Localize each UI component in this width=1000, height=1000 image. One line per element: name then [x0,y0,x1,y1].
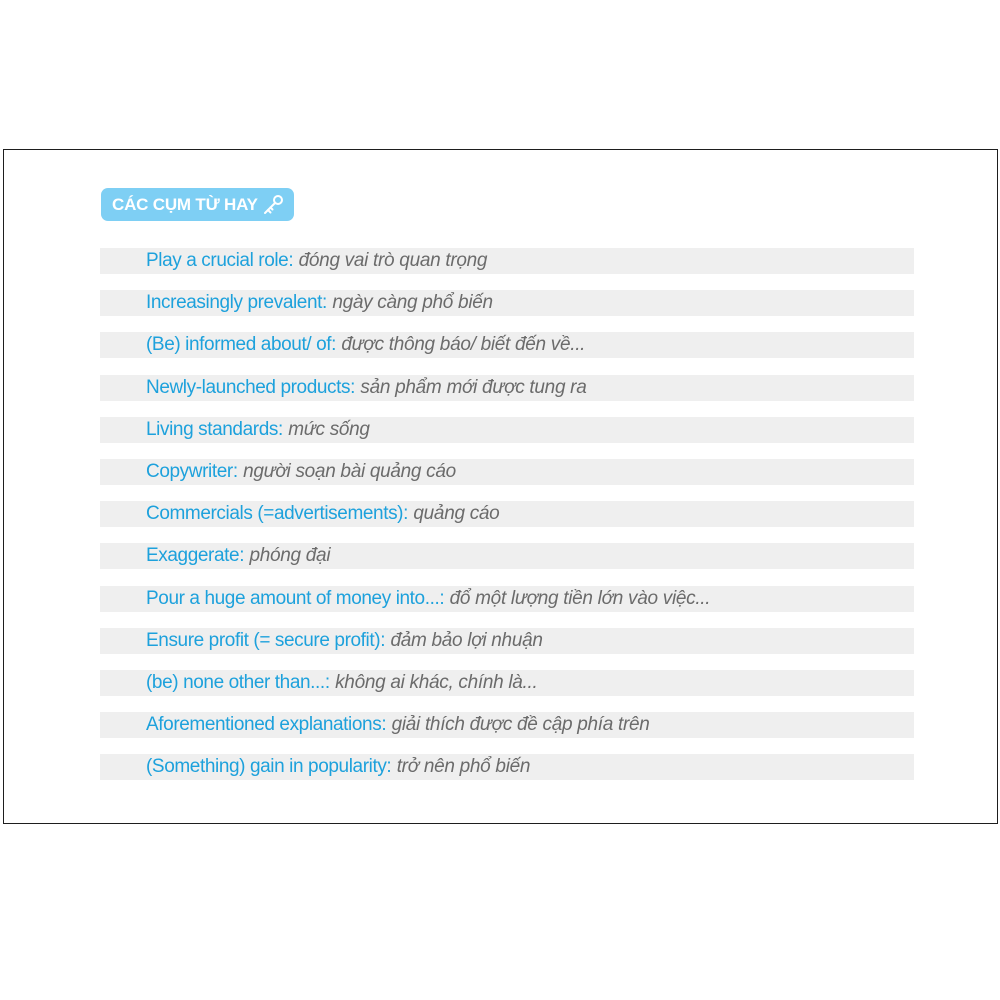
phrase-row [100,332,914,358]
phrase-row [100,712,914,738]
phrase-meaning: được thông báo/ biết đến về... [341,334,586,356]
phrase-term: Play a crucial role [146,250,289,271]
section-title-badge [101,188,294,221]
phrase-separator: : [439,587,445,609]
phrase-separator: : [331,334,337,356]
key-icon [262,194,284,216]
phrase-meaning: không ai khác, chính là... [335,671,538,693]
phrase-row [100,670,914,696]
phrase-separator: : [350,376,356,398]
phrase-term: Commercials (=advertisements) [146,503,404,525]
phrase-term: Aforementioned explanations [146,714,382,736]
phrase-term: Increasingly prevalent [146,292,323,314]
phrase-term: Ensure profit (= secure profit) [146,629,381,651]
phrase-meaning: người soạn bài quảng cáo [243,460,456,482]
phrase-meaning: phóng đại [249,545,331,567]
phrase-term: Living standards [146,418,278,440]
phrase-row [100,501,914,527]
content-frame [3,149,998,824]
phrase-meaning: giải thích được đề cập phía trên [391,714,650,736]
phrase-term: Exaggerate [146,545,240,567]
phrase-meaning: ngày càng phổ biến [332,292,493,314]
phrase-term: (Be) informed about/ of [146,334,332,356]
phrase-row [100,290,914,316]
phrase-separator: : [277,418,284,440]
phrase-separator: : [380,629,386,651]
phrase-separator: : [324,671,331,693]
phrase-meaning: trở nên phổ biến [396,756,531,778]
phrase-row [100,543,914,569]
phrase-meaning: đảm bảo lợi nhuận [390,629,543,651]
section-title: CÁC CỤM TỪ HAY [112,194,258,214]
phrase-term: Pour a huge amount of money into... [146,587,440,609]
phrase-separator: : [381,714,387,736]
phrase-meaning: đổ một lượng tiền lớn vào việc... [449,587,711,609]
phrase-term: (Something) gain in popularity [146,756,387,778]
phrase-row [100,586,914,612]
phrase-term: Newly-launched products [146,376,351,398]
phrase-separator: : [288,250,294,271]
phrase-meaning: đóng vai trò quan trọng [298,250,488,271]
phrase-separator: : [322,292,328,314]
phrase-row [100,628,914,654]
phrase-meaning: sản phẩm mới được tung ra [360,376,587,398]
phrase-row [100,248,914,274]
phrase-row [100,754,914,780]
phrase-list [100,248,914,796]
phrase-term: Copywriter [146,460,233,482]
phrase-row [100,459,914,485]
phrase-meaning: quảng cáo [413,503,500,525]
phrase-separator: : [386,756,392,778]
phrase-meaning: mức sống [288,418,370,440]
phrase-row [100,375,914,401]
phrase-term: (be) none other than... [146,671,325,693]
phrase-separator: : [239,545,245,567]
phrase-row [100,417,914,443]
phrase-separator: : [232,460,239,482]
phrase-separator: : [403,503,409,525]
